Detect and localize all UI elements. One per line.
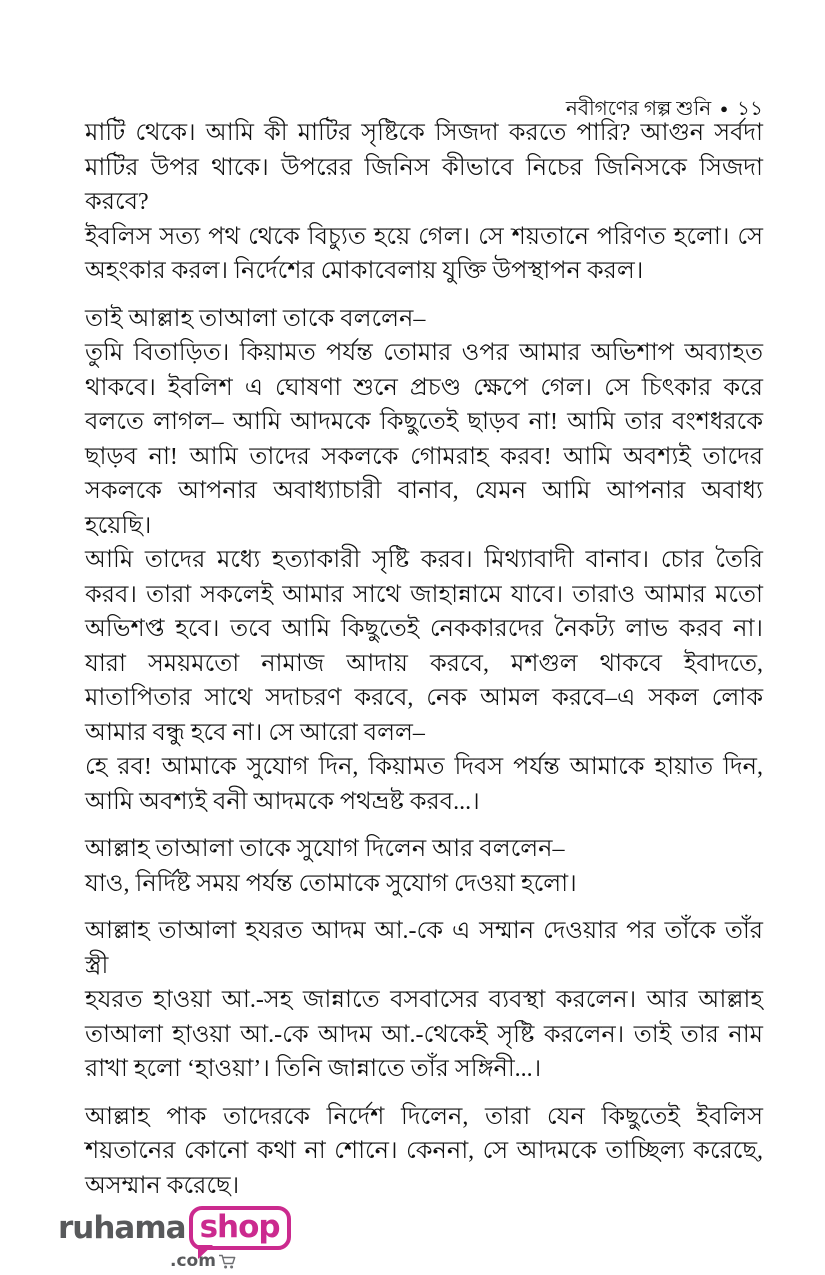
text-line: সকলকে আপনার অবাধ্যাচারী বানাব, যেমন আমি আপনার অবাধ্য হয়েছি।	[85, 478, 763, 539]
text-line: হে রব! আমাকে সুযোগ দিন, কিয়ামত দিবস পর্যন্ত আমাকে হায়াত দিন,	[85, 754, 763, 780]
text-line: অভিশপ্ত হবে। তবে আমি কিছুতেই নেককারদের নৈকট্য লাভ করব না।	[85, 616, 763, 642]
paragraph-block	[85, 116, 763, 289]
text-line: অহংকার করল। নির্দেশের মোকাবেলায় যুক্তি উপস্থাপন করল।	[85, 258, 644, 284]
text-line: করবে?	[85, 189, 149, 215]
text-line: থাকবে। ইবলিশ এ ঘোষণা শুনে প্রচণ্ড ক্ষেপে গেল। সে চিৎকার করে	[85, 374, 763, 401]
text-line: করব। তারা সকলেই আমার সাথে জাহান্নামে যাবে। তারাও আমার মতো	[85, 581, 763, 608]
ruhamashop-logo	[58, 1206, 291, 1270]
text-line: ইবলিস সত্য পথ থেকে বিচ্যুত হয়ে গেল। সে শয়তানে পরিণত হলো। সে	[85, 223, 763, 250]
text-line: অসম্মান করেছে।	[85, 1172, 240, 1199]
text-line: রাখা হলো ‘হাওয়া’। তিনি জান্নাতে তাঁর সঙ্গিনী...।	[85, 1056, 542, 1082]
text-line: যারা সময়মতো নামাজ আদায় করবে, মশগুল থাকবে ইবাদতে,	[85, 650, 763, 677]
text-line: তাই আল্লাহ তাআলা তাকে বললেন–	[85, 305, 426, 332]
paragraph-block	[85, 302, 763, 820]
text-line: মাতাপিতার সাথে সদাচরণ করবে, নেক আমল করবে–এ সকল লোক	[85, 685, 763, 711]
text-line: আমি তাদের মধ্যে হত্যাকারী সৃষ্টি করব। মিথ্যাবাদী বানাব। চোর তৈরি	[85, 547, 763, 573]
bullet-separator-icon: ●	[720, 101, 729, 116]
speech-bubble-tail	[198, 1245, 213, 1259]
text-line: যাও, নির্দিষ্ট সময় পর্যন্ত তোমাকে সুযোগ দেওয়া হলো।	[85, 870, 577, 897]
text-line: বলতে লাগল– আমি আদমকে কিছুতেই ছাড়ব না! আমি তার বংশধরকে	[85, 409, 763, 435]
text-line: শয়তানের কোনো কথা না শোনে। কেননা, সে আদমকে তাচ্ছিল্য করেছে,	[85, 1138, 763, 1164]
paragraph-block	[85, 914, 763, 1087]
text-line: তুমি বিতাড়িত। কিয়ামত পর্যন্ত তোমার ওপর আমার অভিশাপ অব্যাহত	[85, 340, 763, 366]
text-line: হযরত হাওয়া আ.-সহ জান্নাতে বসবাসের ব্যবস্থা করলেন। আর আল্লাহ	[85, 987, 763, 1013]
text-line: ছাড়ব না! আমি তাদের সকলকে গোমরাহ করব! আমি অবশ্যই তাদের	[85, 443, 763, 470]
body-text	[85, 116, 763, 1203]
logo-domain-row	[170, 1252, 291, 1270]
logo-text-com: .com	[170, 1251, 216, 1271]
text-line: মাটি থেকে। আমি কী মাটির সৃষ্টিকে সিজদা করতে পারি? আগুন সর্বদা	[85, 120, 763, 146]
logo-text-ruhama: ruhama	[58, 1210, 186, 1246]
text-line: তাআলা হাওয়া আ.-কে আদম আ.-থেকেই সৃষ্টি করলেন। তাই তার নাম	[85, 1021, 763, 1048]
logo-wordmark	[58, 1206, 291, 1250]
logo-text-shop: shop	[199, 1209, 280, 1245]
book-title: নবীগণের গল্প শুনি	[565, 98, 712, 120]
text-line: আল্লাহ তাআলা তাকে সুযোগ দিলেন আর বললেন–	[85, 836, 565, 862]
text-line: আমার বন্ধু হবে না। সে আরো বলল–	[85, 719, 425, 746]
logo-shop-bubble	[189, 1206, 291, 1250]
page-number: ১১	[737, 98, 763, 120]
paragraph-block	[85, 1100, 763, 1204]
shopping-cart-icon	[218, 1253, 237, 1270]
paragraph-block	[85, 832, 763, 901]
text-line: আল্লাহ তাআলা হযরত আদম আ.-কে এ সম্মান দেওয়ার পর তাঁকে তাঁর স্ত্রী	[85, 918, 763, 979]
text-line: আমি অবশ্যই বনী আদমকে পথভ্রষ্ট করব...।	[85, 788, 480, 815]
text-line: আল্লাহ পাক তাদেরকে নির্দেশ দিলেন, তারা যেন কিছুতেই ইবলিস	[85, 1103, 763, 1130]
text-line: মাটির উপর থাকে। উপরের জিনিস কীভাবে নিচের জিনিসকে সিজদা	[85, 154, 763, 181]
